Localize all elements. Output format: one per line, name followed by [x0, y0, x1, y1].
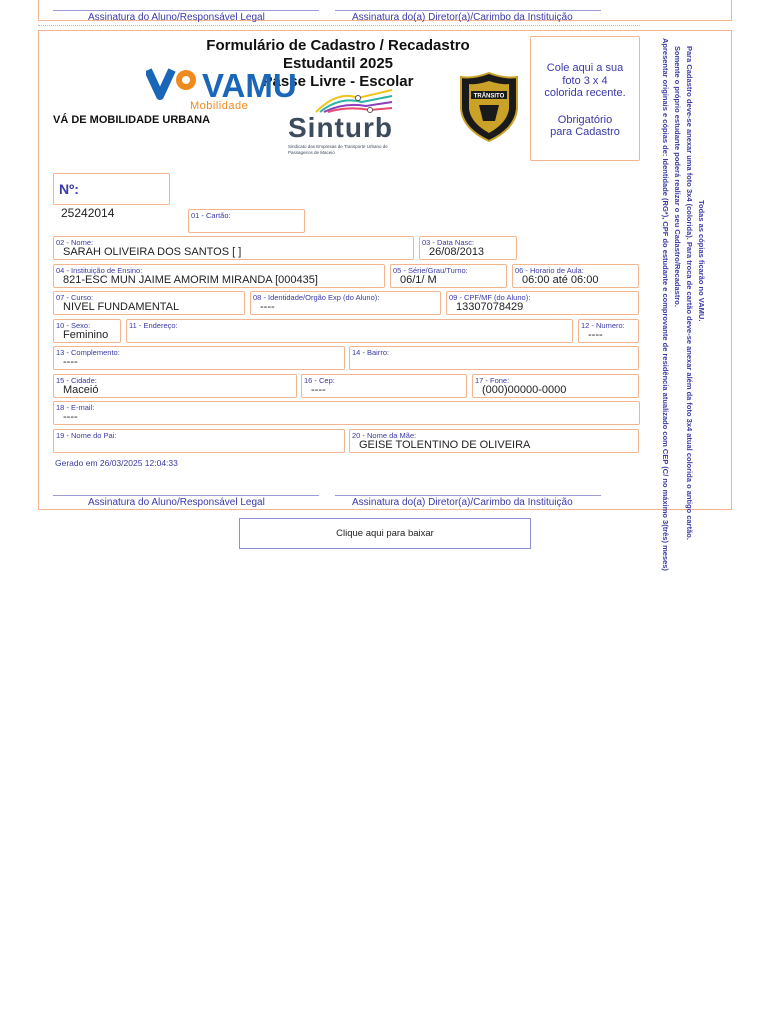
- field-instituicao-value: 821-ESC MUN JAIME AMORIM MIRANDA [000435]: [63, 274, 318, 286]
- field-complemento-value: ----: [63, 356, 78, 368]
- sinturb-logo-text: Sinturb: [288, 112, 393, 143]
- sinturb-logo-subtitle: Sindicato das Empresas de Transporte Urbano de Passageiros de Maceió: [288, 144, 388, 155]
- field-horario[interactable]: [512, 264, 639, 288]
- signature-line-aluno: [53, 495, 319, 496]
- side-note-2: Somente o próprio estudante poderá realizar o seu Cadastro/Recadastro.: [673, 46, 682, 307]
- field-cep[interactable]: [301, 374, 467, 398]
- field-cartao-label: 01 - Cartão:: [191, 211, 231, 220]
- field-cpf-value: 13307078429: [456, 301, 524, 313]
- field-cep-value: ----: [311, 384, 326, 396]
- photo-placeholder: [530, 36, 640, 161]
- field-numero-endereco-label: 12 - Numero:: [581, 321, 625, 330]
- form-title-line1: Formulário de Cadastro / Recadastro: [206, 37, 470, 54]
- field-identidade[interactable]: [250, 291, 441, 315]
- field-data-nasc[interactable]: [419, 236, 517, 260]
- org-name: VÁ DE MOBILIDADE URBANA: [53, 114, 211, 126]
- field-cidade-value: Maceió: [63, 384, 99, 396]
- side-note-4: Todas as cópias ficarão no VAMU.: [697, 200, 706, 322]
- field-nome-pai-label: 19 - Nome do Pai:: [56, 431, 117, 440]
- field-numero-endereco[interactable]: [578, 319, 639, 343]
- field-sexo-value: Feminino: [63, 329, 109, 341]
- field-nome-pai[interactable]: [53, 429, 345, 453]
- field-horario-label: 06 - Horario de Aula:: [515, 266, 584, 275]
- transito-badge: [457, 71, 521, 143]
- field-fone[interactable]: [472, 374, 639, 398]
- field-data-nasc-value: 26/08/2013: [429, 246, 485, 258]
- field-email[interactable]: [53, 401, 640, 425]
- field-instituicao[interactable]: [53, 264, 385, 288]
- field-serie-value: 06/1/ M: [400, 274, 437, 286]
- numero-box: [53, 173, 170, 205]
- field-cidade[interactable]: [53, 374, 297, 398]
- top-signature-line-aluno: [53, 10, 319, 11]
- field-endereco-label: 11 - Endereço:: [129, 321, 178, 330]
- field-identidade-label: 08 - Identidade/Orgão Exp (do Aluno):: [253, 293, 380, 302]
- top-signature-label-aluno: Assinatura do Aluno/Responsável Legal: [88, 12, 265, 23]
- field-nome-mae[interactable]: [349, 429, 639, 453]
- field-horario-value: 06:00 até 06:00: [522, 274, 599, 286]
- photo-instruction: Cole aqui a sua foto 3 x 4 colorida recente.: [544, 62, 626, 99]
- field-nome-mae-label: 20 - Nome da Mãe:: [352, 431, 417, 440]
- signature-line-diretor: [335, 495, 601, 496]
- numero-label: Nº:: [59, 181, 79, 197]
- field-nome-value: SARAH OLIVEIRA DOS SANTOS [ ]: [63, 246, 242, 258]
- field-fone-value: (000)00000-0000: [482, 384, 567, 396]
- field-serie-label: 05 - Série/Grau/Turno:: [393, 266, 468, 275]
- field-email-value: ----: [63, 411, 78, 423]
- field-bairro-label: 14 - Bairro:: [352, 348, 390, 357]
- form-title-line2: Estudantil 2025: [282, 55, 394, 72]
- signature-label-aluno: Assinatura do Aluno/Responsável Legal: [88, 497, 265, 508]
- field-endereco[interactable]: [126, 319, 573, 343]
- numero-value: 25242014: [61, 206, 115, 220]
- field-numero-endereco-value: ----: [588, 329, 603, 341]
- dotted-separator: [38, 25, 640, 26]
- field-cpf-label: 09 - CPF/MF (do Aluno):: [449, 293, 531, 302]
- side-note-3: Para Cadastro deve-se anexar uma foto 3x4 (colorida). Para troca de cartão deve-se anexar além da foto 3x4 atual colorida o antigo cartão.: [685, 46, 694, 540]
- field-curso-label: 07 - Curso:: [56, 293, 94, 302]
- field-nome-mae-value: GEISE TOLENTINO DE OLIVEIRA: [359, 439, 531, 451]
- field-sexo[interactable]: [53, 319, 121, 343]
- field-sexo-label: 10 - Sexo:: [56, 321, 91, 330]
- sinturb-logo: [288, 86, 408, 160]
- shield-icon: [457, 71, 521, 143]
- svg-text:TRÂNSITO: TRÂNSITO: [473, 93, 505, 100]
- generated-timestamp: Gerado em 26/03/2025 12:04:33: [55, 458, 178, 468]
- field-data-nasc-label: 03 - Data Nasc:: [422, 238, 475, 247]
- field-curso[interactable]: [53, 291, 245, 315]
- svg-text:VAMU: VAMU: [202, 67, 297, 104]
- field-cidade-label: 15 - Cidade:: [56, 376, 97, 385]
- download-button[interactable]: Clique aqui para baixar: [239, 518, 531, 549]
- field-bairro[interactable]: [349, 346, 639, 370]
- field-nome[interactable]: [53, 236, 414, 260]
- field-complemento-label: 13 - Complemento:: [56, 348, 120, 357]
- top-signature-label-diretor: Assinatura do(a) Diretor(a)/Carimbo da Instituição: [352, 12, 573, 23]
- field-serie[interactable]: [390, 264, 507, 288]
- field-cep-label: 16 - Cep:: [304, 376, 335, 385]
- top-signature-line-diretor: [335, 10, 601, 11]
- photo-required-note: Obrigatório para Cadastro: [550, 113, 620, 138]
- field-fone-label: 17 - Fone:: [475, 376, 510, 385]
- field-curso-value: NIVEL FUNDAMENTAL: [63, 301, 180, 313]
- form-title-line3: Passe Livre - Escolar: [262, 73, 414, 90]
- vamu-logo-subtitle: Mobilidade: [190, 100, 249, 112]
- side-note-1: Apresentar originais e cópias de: Identidade (RG*), CPF do estudante e comprovante de residência atualizado com CEP (C/ no máximo 3(três) meses): [661, 38, 670, 571]
- field-complemento[interactable]: [53, 346, 345, 370]
- field-email-label: 18 - E-mail:: [56, 403, 95, 412]
- field-nome-label: 02 - Nome:: [56, 238, 94, 247]
- signature-label-diretor: Assinatura do(a) Diretor(a)/Carimbo da Instituição: [352, 497, 573, 508]
- field-identidade-value: ----: [260, 301, 275, 313]
- field-cartao[interactable]: [188, 209, 305, 233]
- field-instituicao-label: 04 - Instituição de Ensino:: [56, 266, 143, 275]
- field-cpf[interactable]: [446, 291, 639, 315]
